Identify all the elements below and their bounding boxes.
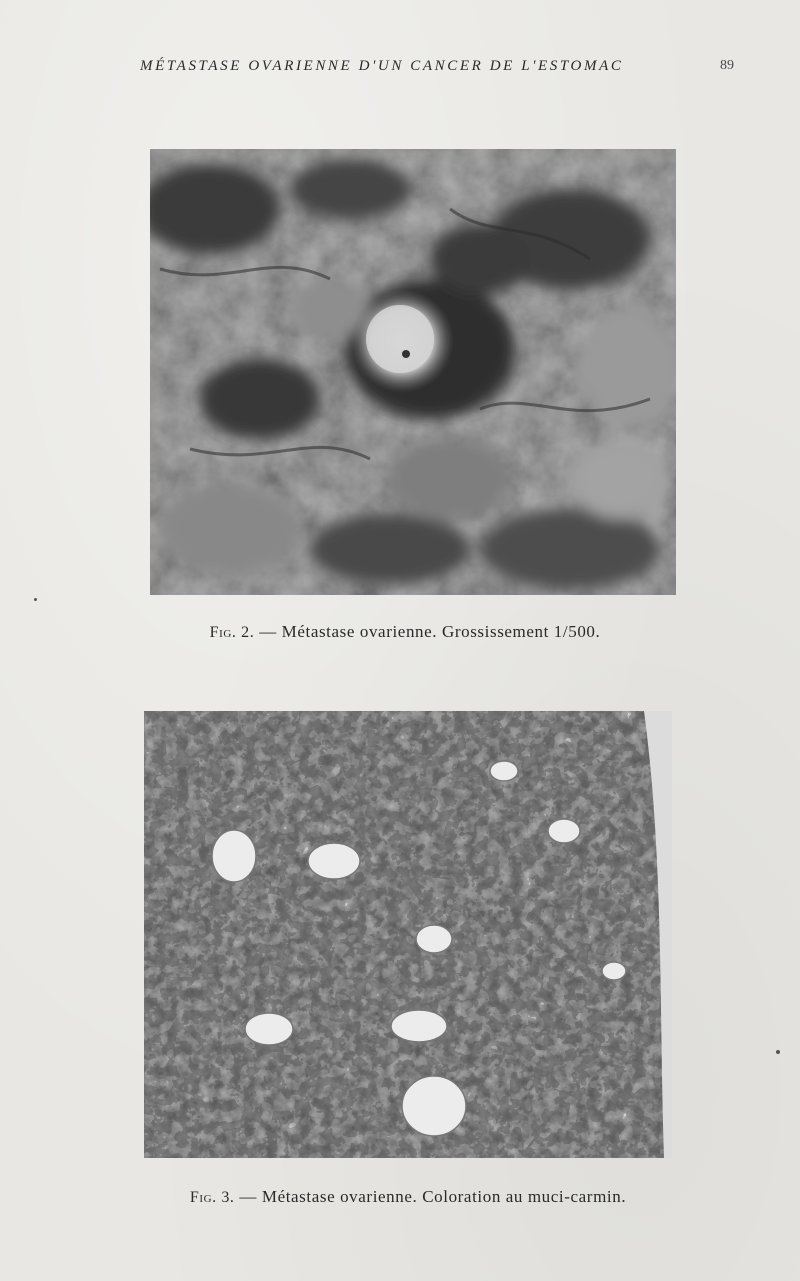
- figure-3-image: [144, 711, 672, 1158]
- figure-3-label: Fig. 3.: [189, 1189, 235, 1206]
- figure-2-micrograph: [150, 149, 676, 595]
- figure-3-micrograph: [144, 711, 672, 1158]
- figure-2-caption-text: — Métastase ovarienne. Grossissement 1/500.: [259, 622, 601, 641]
- figure-2-caption: [0, 622, 800, 642]
- figure-2-label: Fig. 2.: [209, 624, 255, 641]
- figure-3-caption: [0, 1187, 800, 1207]
- running-head-title: MÉTASTASE OVARIENNE D'UN CANCER DE L'ESTOMAC: [140, 58, 624, 74]
- figure-3-caption-text: — Métastase ovarienne. Coloration au muci-carmin.: [239, 1187, 627, 1206]
- paper-speck: [34, 598, 37, 601]
- figure-2-image: [150, 149, 676, 595]
- paper-speck: [776, 1050, 780, 1054]
- page-number: 89: [720, 58, 734, 73]
